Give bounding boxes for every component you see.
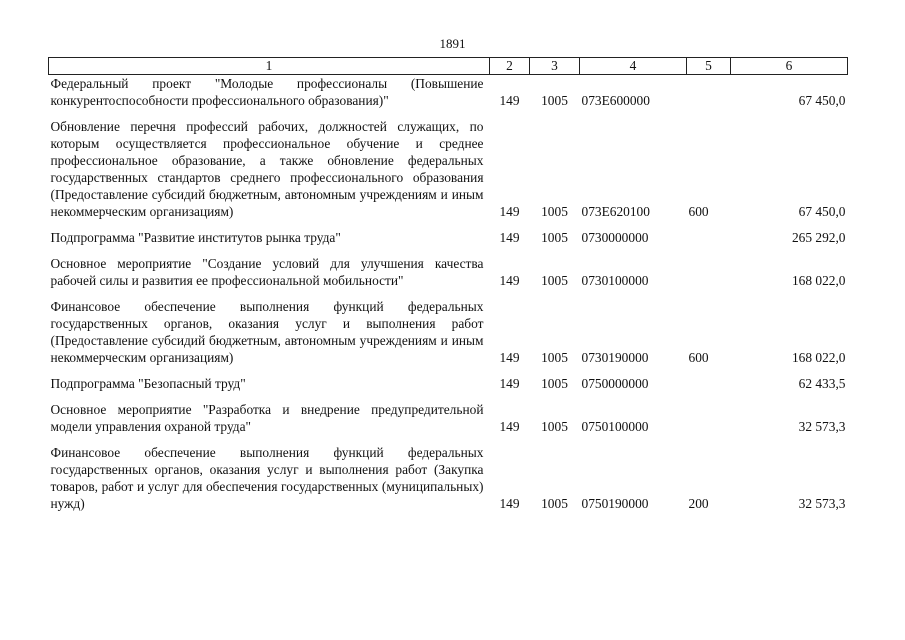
cell-amount: 62 433,5 — [798, 376, 846, 391]
cell-target: 0730000000 — [581, 230, 649, 245]
cell-ministry: 149 — [499, 204, 520, 219]
cell-expense — [687, 401, 731, 435]
cell-name: Подпрограмма "Безопасный труд" — [50, 376, 246, 391]
row-spacer-cell — [49, 289, 848, 298]
cell-expense: 600 — [688, 350, 709, 365]
cell-name: Подпрограмма "Развитие институтов рынка труда" — [50, 230, 341, 245]
cell-expense — [687, 255, 731, 289]
cell-ministry: 149 — [499, 230, 520, 245]
table-row — [49, 298, 848, 366]
row-spacer — [49, 109, 848, 118]
row-spacer — [49, 366, 848, 375]
cell-amount: 168 022,0 — [791, 350, 846, 365]
cell-section: 1005 — [541, 230, 568, 245]
cell-name: Основное мероприятие "Создание условий для улучшения качества рабочей силы и развития ее профессиональной мобильности" — [50, 256, 484, 288]
cell-amount: 168 022,0 — [791, 273, 846, 288]
table-row — [49, 255, 848, 289]
cell-section: 1005 — [541, 204, 568, 219]
row-spacer-cell — [49, 246, 848, 255]
table-row — [49, 401, 848, 435]
table-body — [49, 75, 848, 513]
cell-section: 1005 — [541, 273, 568, 288]
cell-section: 1005 — [541, 419, 568, 434]
cell-expense — [687, 229, 731, 246]
row-spacer — [49, 289, 848, 298]
cell-ministry: 149 — [499, 273, 520, 288]
row-spacer-cell — [49, 435, 848, 444]
table-row — [49, 375, 848, 392]
table-header-row — [49, 58, 848, 75]
row-spacer-cell — [49, 366, 848, 375]
cell-target: 0750000000 — [581, 376, 649, 391]
cell-ministry: 149 — [499, 93, 520, 108]
column-header-ministry: 2 — [490, 58, 530, 75]
cell-amount: 67 450,0 — [798, 93, 846, 108]
cell-name: Финансовое обеспечение выполнения функций федеральных государственных органов, оказания услуг и выполнения работ (Предоставление субсидий бюджетным, автономным учреждениям и иным некоммерческим организациям) — [50, 299, 484, 365]
column-header-name: 1 — [49, 58, 490, 75]
cell-ministry: 149 — [499, 419, 520, 434]
cell-amount: 32 573,3 — [798, 496, 846, 511]
column-header-expense: 5 — [687, 58, 731, 75]
row-spacer-cell — [49, 392, 848, 401]
budget-table — [48, 57, 848, 512]
cell-name: Федеральный проект "Молодые профессионалы (Повышение конкурентоспособности профессионального образования)" — [50, 76, 484, 108]
table-row — [49, 229, 848, 246]
table-row — [49, 118, 848, 220]
cell-ministry: 149 — [499, 496, 520, 511]
cell-expense — [687, 375, 731, 392]
cell-amount: 32 573,3 — [798, 419, 846, 434]
row-spacer — [49, 220, 848, 229]
row-spacer — [49, 435, 848, 444]
row-spacer — [49, 246, 848, 255]
cell-target: 0750190000 — [581, 496, 649, 511]
row-spacer-cell — [49, 220, 848, 229]
cell-expense: 200 — [688, 496, 709, 511]
cell-section: 1005 — [541, 376, 568, 391]
column-header-section: 3 — [530, 58, 580, 75]
cell-target: 0730190000 — [581, 350, 649, 365]
column-header-target: 4 — [580, 58, 687, 75]
cell-amount: 67 450,0 — [798, 204, 846, 219]
row-spacer — [49, 392, 848, 401]
cell-amount: 265 292,0 — [791, 230, 846, 245]
table-row — [49, 444, 848, 512]
column-header-amount: 6 — [731, 58, 848, 75]
cell-target: 073E620100 — [581, 204, 650, 219]
cell-ministry: 149 — [499, 350, 520, 365]
cell-name: Финансовое обеспечение выполнения функций федеральных государственных органов, оказания услуг и выполнения работ (Закупка товаров, работ и услуг для обеспечения государственных (муниципальных) нужд) — [50, 445, 484, 511]
page-number: 1891 — [439, 36, 466, 51]
cell-name: Основное мероприятие "Разработка и внедрение предупредительной модели управления охраной труда" — [50, 402, 484, 434]
cell-target: 073E600000 — [581, 93, 650, 108]
cell-target: 0750100000 — [581, 419, 649, 434]
cell-expense — [687, 75, 731, 110]
table-row — [49, 75, 848, 110]
cell-section: 1005 — [541, 496, 568, 511]
row-spacer-cell — [49, 109, 848, 118]
cell-section: 1005 — [541, 350, 568, 365]
cell-section: 1005 — [541, 93, 568, 108]
cell-target: 0730100000 — [581, 273, 649, 288]
cell-ministry: 149 — [499, 376, 520, 391]
cell-expense: 600 — [688, 204, 709, 219]
cell-name: Обновление перечня профессий рабочих, должностей служащих, по которым осуществляется профессиональное обучение и среднее профессиональное образование, а также обновление федеральных государственных стандартов среднего профессионального образования (Предоставление субсидий бюджетным, автономным учреждениям и иным некоммерческим организациям) — [50, 119, 484, 219]
